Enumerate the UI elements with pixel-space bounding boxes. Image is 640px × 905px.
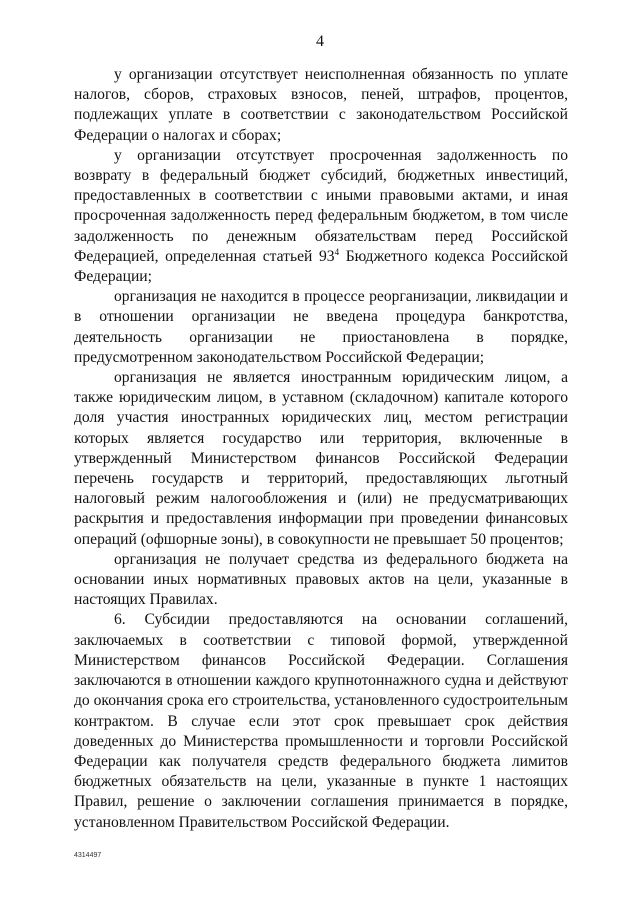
paragraph-no-reorganization: организация не находится в процессе реорганизации, ликвидации и в отношении организации не введена процедура банкротства, деятельность организации не приостановлена в порядке, предусмотренном законодательством Российской Федерации;: [74, 288, 568, 366]
paragraph-tail: Бюджетного кодекса Российской Федерации;: [74, 247, 569, 286]
page-number: 4: [316, 33, 324, 50]
paragraph-not-foreign-entity: организация не является иностранным юридическим лицом, а также юридическим лицом, в уставном (складочном) капитале которого доля участия иностранных юридических лиц, местом регистрации которых является государство или территория, включенные в утвержденный Министерством финансов Российской Федерации перечень государств и территорий, предоставляющих льготный налоговый режим налогообложения и (или) не предусматривающих раскрытия и предоставления информации при проведении финансовых операций (офшорные зоны), в совокупности не превышает 50 процентов;: [74, 369, 568, 548]
article-superscript: 4: [334, 246, 340, 257]
paragraph-no-budget-debt: [74, 146, 568, 287]
paragraph-text: у организации отсутствует просроченная задолженность по возврату в федеральный бюджет субсидий, бюджетных инвестиций, предоставленных в соответствии с иными правовыми актами, и иная просроченная задолженность перед федеральным бюджетом, в том числе задолженность по денежным обязательствам перед Российской Федерацией, определенная статьей 93: [74, 146, 568, 265]
document-body: [74, 65, 568, 833]
paragraph-section-6: 6. Субсидии предоставляются на основании соглашений, заключаемых в соответствии с типовой формой, утвержденной Министерством финансов Российской Федерации. Соглашения заключаются в отношении каждого крупнотоннажного судна и действуют до окончания срока его строительства, установленного судостроительным контрактом. В случае если этот срок превышает срок действия доведенных до Министерства промышленности и торговли Российской Федерации как получателя средств федерального бюджета лимитов бюджетных обязательств на цели, указанные в пункте 1 настоящих Правил, решение о заключении соглашения принимается в порядке, установленном Правительством Российской Федерации.: [74, 611, 568, 831]
paragraph-no-tax-debt: у организации отсутствует неисполненная обязанность по уплате налогов, сборов, страховых взносов, пеней, штрафов, процентов, подлежащих уплате в соответствии с законодательством Российской Федерации о налогах и сборах;: [74, 66, 568, 144]
paragraph-no-other-funds: организация не получает средства из федерального бюджета на основании иных нормативных правовых актов на цели, указанные в настоящих Правилах.: [74, 550, 568, 609]
document-code: 4314497: [74, 852, 102, 859]
